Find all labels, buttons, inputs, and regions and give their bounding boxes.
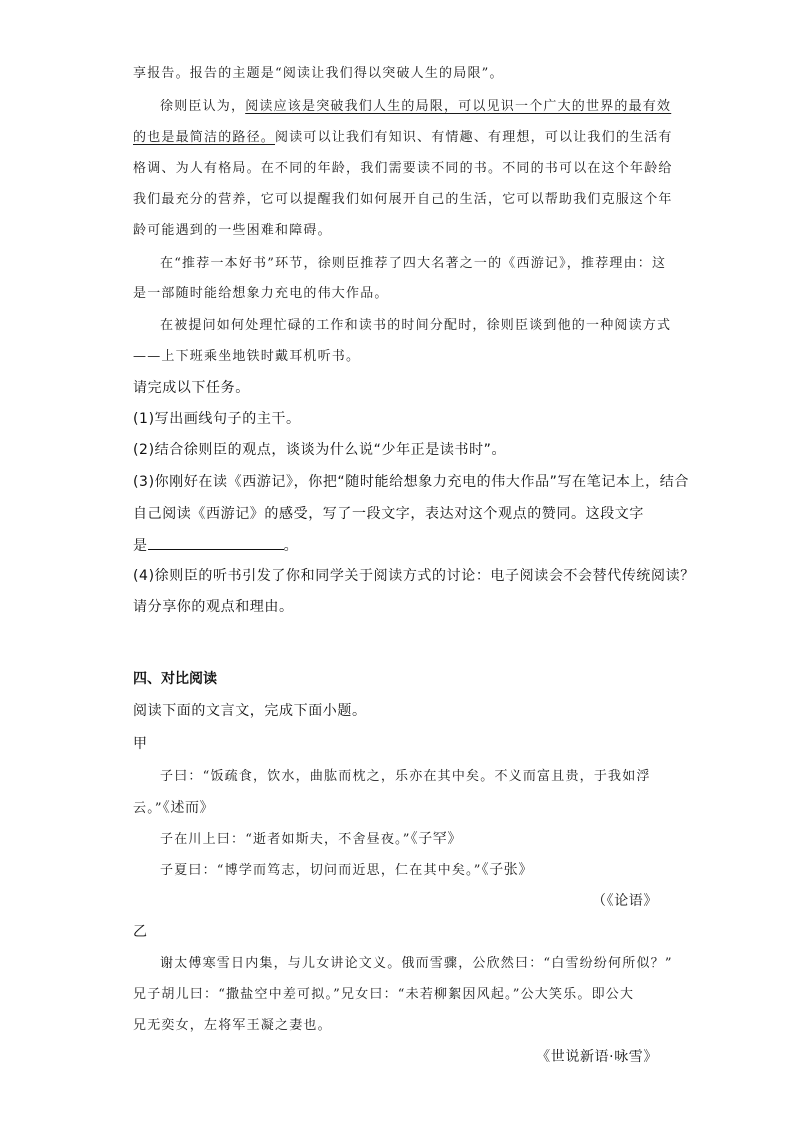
source-title: 《子罕》: [410, 831, 462, 847]
question-1: (1)写出画线句子的主干。: [133, 411, 301, 427]
question-4-line: (4)徐则臣的听书引发了你和同学关于阅读方式的讨论：电子阅读会不会替代传统阅读？: [133, 568, 695, 584]
answer-blank[interactable]: [148, 535, 284, 550]
passage-line: 我们最充分的营养，它可以提醒我们如何展开自己的生活，它可以帮助我们克服这个年: [133, 192, 673, 207]
question-3-line: [133, 535, 298, 556]
text-label-jia: 甲: [133, 736, 148, 752]
classical-line: 兄无奕女，左将军王凝之妻也。: [133, 1018, 332, 1033]
passage-line: [160, 97, 671, 117]
underlined-sentence: 阅读应该是突破我们人生的局限，可以见识一个广大的世界的最有效: [245, 99, 672, 114]
classical-text: 云。”: [133, 801, 163, 816]
task-intro: 请完成以下任务。: [133, 380, 250, 396]
underlined-sentence: 的也是最简洁的路径。: [133, 130, 276, 145]
question-2: (2)结合徐则臣的观点，谈谈为什么说“少年正是读书时”。: [133, 442, 507, 458]
classical-line: [160, 829, 462, 850]
passage-text: 徐则臣认为，: [160, 99, 246, 114]
answer-prefix: 是: [133, 538, 148, 554]
question-3-line: 自己阅读《西游记》的感受，写了一段文字，表达对这个观点的赞同。这段文字: [133, 506, 644, 522]
classical-line: 兄子胡儿曰：“撒盐空中差可拟。”兄女曰：“未若柳絮因风起。”公大笑乐。即公大: [133, 987, 635, 1002]
section-intro: 阅读下面的文言文，完成下面小题。: [133, 703, 367, 719]
classical-line: 子曰：“饭疏食，饮水，曲肱而枕之，乐亦在其中矣。不义而富且贵，于我如浮: [160, 769, 651, 784]
source-attribution: （《论语》: [592, 893, 658, 909]
passage-line: 在被提问如何处理忙碌的工作和读书的时间分配时，徐则臣谈到他的一种阅读方式: [160, 318, 672, 333]
section-heading: 四、对比阅读: [133, 671, 217, 687]
passage-line: 享报告。报告的主题是“阅读让我们得以突破人生的局限”。: [133, 66, 504, 81]
classical-line: [133, 798, 214, 819]
question-4-line: 请分享你的观点和理由。: [133, 599, 294, 615]
answer-suffix: 。: [283, 538, 299, 554]
passage-line: 格调、为人有格局。在不同的年龄，我们需要读不同的书。不同的书可以在这个年龄给: [133, 161, 673, 176]
passage-line: 龄可能遇到的一些困难和障碍。: [133, 223, 332, 238]
source-title: 《述而》: [162, 800, 215, 816]
passage-line: 在“推荐一本好书”环节，徐则臣推荐了四大名著之一的《西游记》，推荐理由：这: [160, 256, 667, 271]
passage-line: [133, 128, 673, 148]
classical-line: [160, 860, 533, 881]
passage-line: 是一部随时能给想象力充电的伟大作品。: [133, 286, 389, 301]
question-3-line: (3)你刚好在读《西游记》，你把“随时能给想象力充电的伟大作品”写在笔记本上，结合: [133, 474, 689, 490]
classical-line: 谢太傅寒雪日内集，与儿女讲论文义。俄而雪骤，公欣然曰：“白雪纷纷何所似？”: [160, 956, 673, 971]
passage-line: ——上下班乘坐地铁时戴耳机听书。: [133, 349, 361, 364]
text-label-yi: 乙: [133, 924, 148, 940]
classical-text: 子在川上曰：“逝者如斯夫，不舍昼夜。”: [160, 832, 411, 847]
source-attribution: 《世说新语·咏雪》: [536, 1049, 658, 1065]
passage-text: 阅读可以让我们有知识、有情趣、有理想，可以让我们的生活有: [275, 130, 673, 145]
classical-text: 子夏曰：“博学而笃志，切问而近思，仁在其中矣。”: [160, 863, 482, 878]
source-title: 《子张》: [481, 862, 533, 878]
